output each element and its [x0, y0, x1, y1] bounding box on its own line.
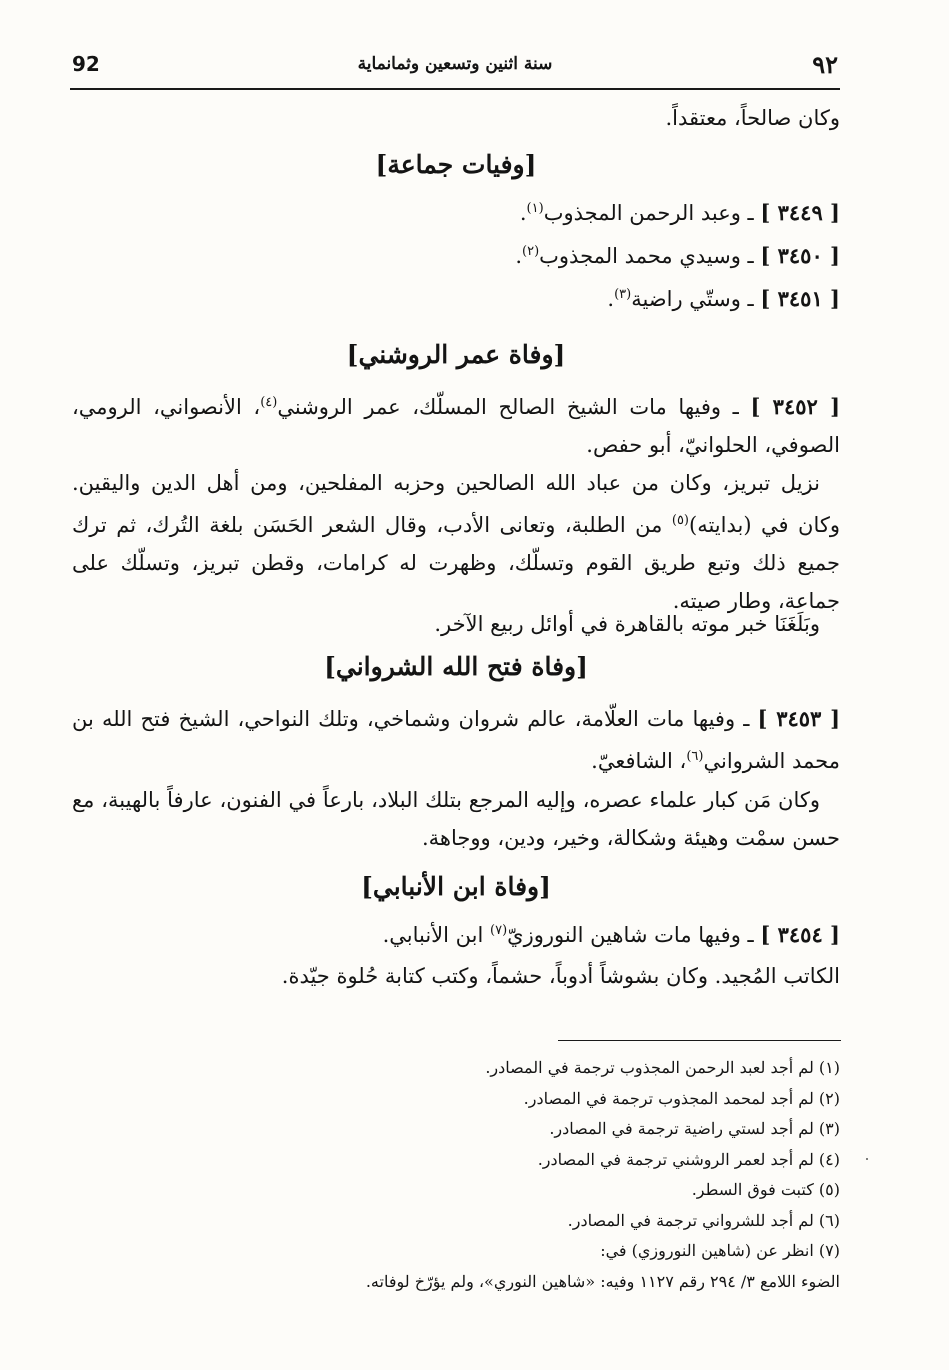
- page-number-arabic: ٩٢: [812, 50, 838, 79]
- running-title: سنة اثنين وتسعين وثمانماية: [357, 54, 553, 74]
- entry-text: ـ وسيدي محمد المجذوب: [539, 244, 754, 268]
- footnote-ref: (٧): [490, 923, 508, 938]
- entry-text: ـ وفيها مات شاهين النوروزيّ: [507, 923, 754, 947]
- section-heading-3: [وفاة فتح الله الشرواني]: [324, 652, 588, 681]
- intro-line: وكان صالحاً، معتقداً.: [665, 106, 840, 130]
- entry-3449: [72, 200, 840, 225]
- paragraph: وبَلَغَنَا خبر موته بالقاهرة في أوائل ربيع الآخر.: [434, 612, 820, 636]
- paragraph-text: نزيل تبريز، وكان من عباد الله الصالحين وحزبه المفلحين، ومن أهل الدين واليقين. وكان في (بدايته): [72, 471, 840, 537]
- footnote-7: (٧) انظر عن (شاهين النوروزي) في:: [600, 1241, 840, 1260]
- footnote-separator: [558, 1040, 841, 1041]
- paragraph: [72, 464, 840, 620]
- section-heading-2: [وفاة عمر الروشني]: [346, 340, 566, 369]
- paragraph: الكاتب المُجيد. وكان بشوشاً أدوباً، حشماً، وكتب كتابة حُلوة جيّدة.: [281, 964, 840, 988]
- entry-number: [ ٣٤٥٠ ]: [760, 243, 840, 268]
- entry-3454: [72, 922, 840, 947]
- footnote-ref: (١): [526, 201, 544, 216]
- entry-3453: [72, 700, 840, 780]
- footnote-6: (٦) لم أجد للشرواني ترجمة في المصادر.: [567, 1210, 840, 1230]
- entry-text-cont: ابن الأنبابي.: [382, 923, 490, 947]
- footnote-2: (٢) لم أجد لمحمد المجذوب ترجمة في المصادر.: [523, 1088, 840, 1108]
- entry-text: ـ وستّي راضية: [631, 287, 754, 311]
- footnote-7-source: الضوء اللامع ٣/ ٢٩٤ رقم ١١٢٧ وفيه: «شاهين النوري»، ولم يؤرّخ لوفاته.: [365, 1271, 840, 1291]
- page-number-latin: 92: [72, 52, 100, 76]
- entry-number: [ ٣٤٥٢ ]: [750, 394, 841, 419]
- footnote-5: (٥) كتبت فوق السطر.: [691, 1180, 840, 1199]
- footnote-ref: (٢): [522, 244, 540, 259]
- footnote-4: (٤) لم أجد لعمر الروشني ترجمة في المصادر.: [537, 1149, 840, 1169]
- footnote-ref: (٦): [686, 749, 704, 764]
- section-heading-4: [وفاة ابن الأنبابي]: [361, 872, 551, 901]
- entry-text: ـ وعبد الرحمن المجذوب: [543, 201, 754, 225]
- entry-3450: [72, 243, 840, 268]
- footnote-ref: (٤): [260, 395, 278, 410]
- section-heading-1: [وفيات جماعة]: [375, 150, 537, 179]
- footnote-3: (٣) لم أجد لستي راضية ترجمة في المصادر.: [549, 1119, 840, 1138]
- entry-text: ـ وفيها مات الشيخ الصالح المسلّك، عمر الروشني: [277, 395, 739, 419]
- entry-end: .: [519, 201, 527, 225]
- paragraph: وكان مَن كبار علماء عصره، وإليه المرجع بتلك البلاد، بارعاً في الفنون، عارفاً بالهيبة، مع حسن سمْت وهيئة وشكالة، وخير، ودين، ووجاهة.: [72, 788, 840, 850]
- entry-3451: [72, 286, 840, 311]
- entry-number: [ ٣٤٥١ ]: [760, 286, 840, 311]
- footnote-ref: (٣): [614, 287, 632, 302]
- entry-end: .: [607, 287, 615, 311]
- scan-speck: [866, 1158, 868, 1160]
- entry-number: [ ٣٤٥٣ ]: [757, 706, 840, 731]
- footnote-ref: (٥): [671, 513, 689, 528]
- entry-text: ـ وفيها مات العلّامة، عالم شروان وشماخي، وتلك النواحي، الشيخ فتح الله بن محمد الشرواني: [72, 707, 840, 773]
- entry-text-cont: ، الأنصواني، الرومي، الصوفي، الحلوانيّ، أبو حفص.: [72, 395, 840, 457]
- entry-3452: [72, 384, 840, 464]
- page-header: [70, 52, 840, 90]
- entry-text-cont: ، الشافعيّ.: [591, 749, 687, 773]
- paragraph-text-cont: من الطلبة، وتعانى الأدب، وقال الشعر الحَسَن بلغة التُرك، ثم ترك جميع ذلك وتبع طريق القوم وتسلّك، وظهرت له كرامات، وقطن تبريز، وتسلّك على جماعة، وطار صيته.: [72, 513, 840, 613]
- footnotes: [200, 1058, 840, 1302]
- footnote-1: (١) لم أجد لعبد الرحمن المجذوب ترجمة في المصادر.: [485, 1058, 840, 1077]
- entry-end: .: [515, 244, 522, 268]
- entry-number: [ ٣٤٤٩ ]: [760, 200, 840, 225]
- entry-number: [ ٣٤٥٤ ]: [760, 922, 840, 947]
